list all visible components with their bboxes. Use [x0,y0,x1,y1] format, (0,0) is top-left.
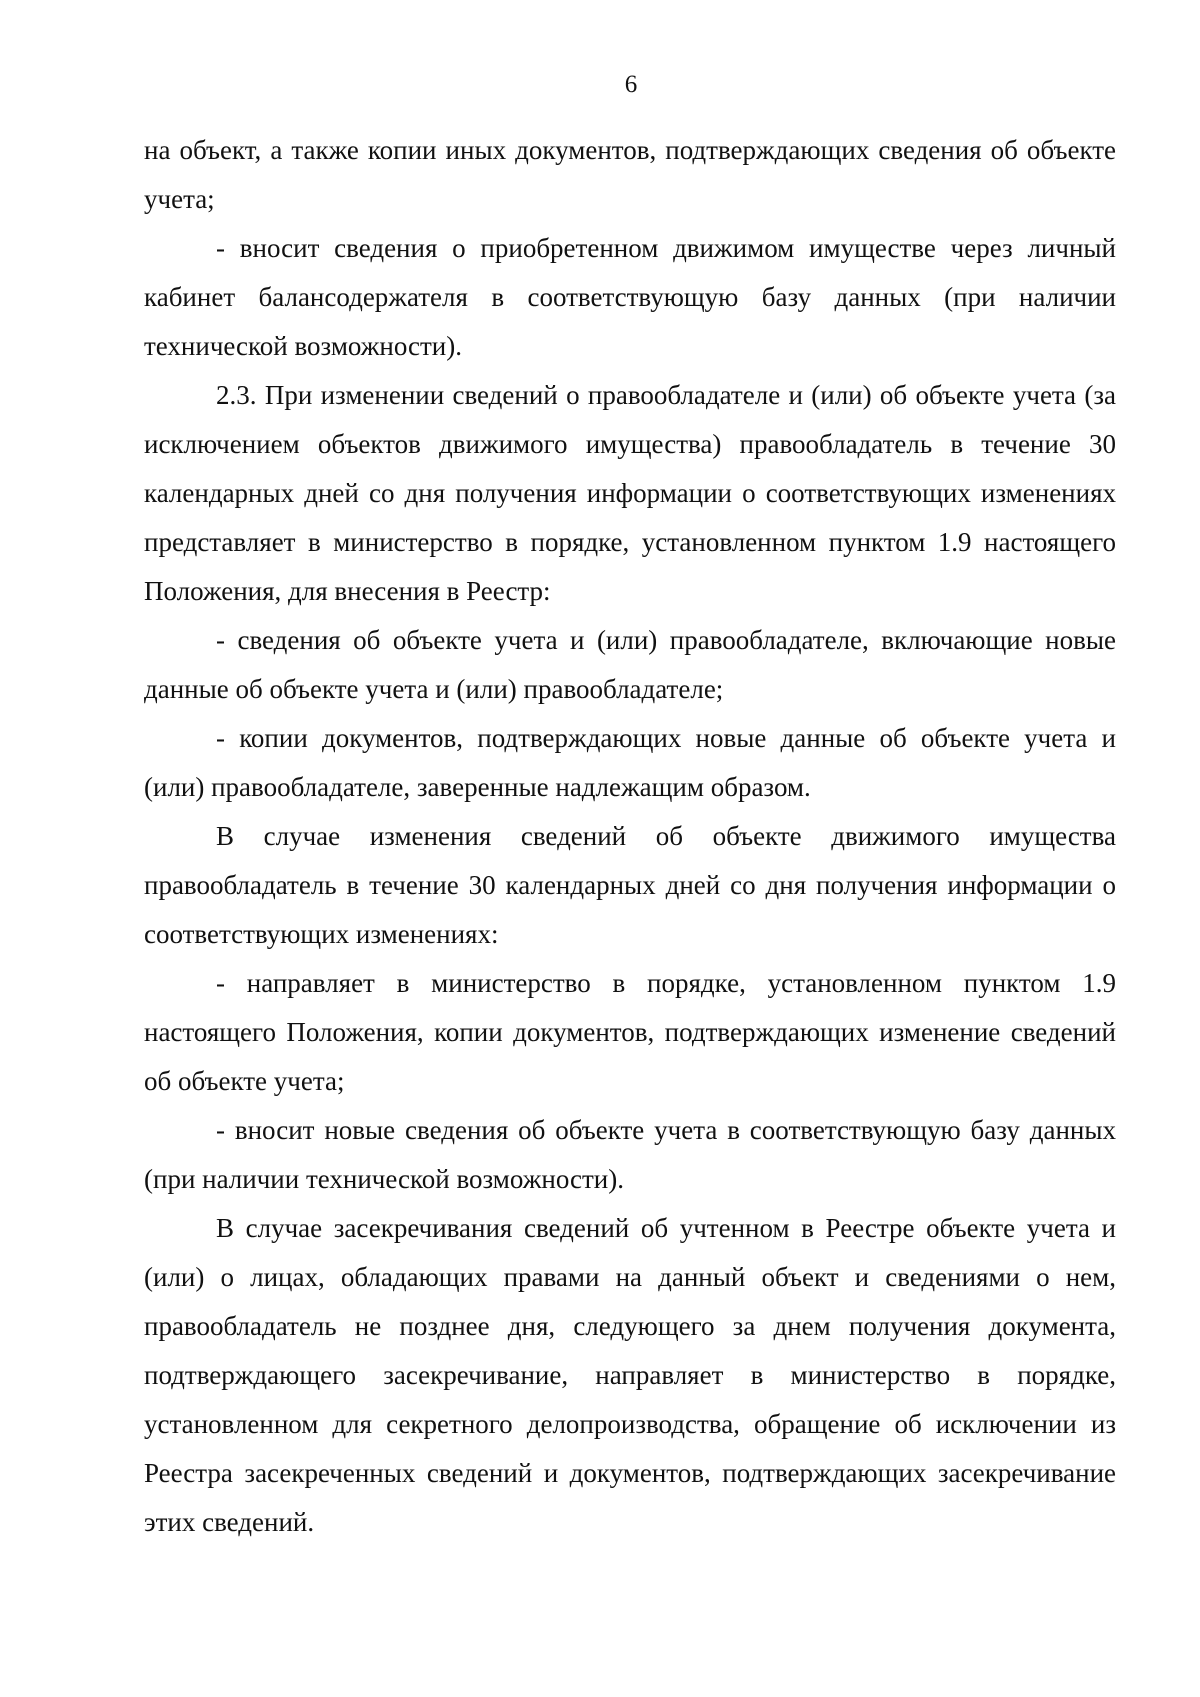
paragraph-section-2-3: 2.3. При изменении сведений о правообладателе и (или) об объекте учета (за исключением объектов движимого имущества) правообладатель в течение 30 календарных дней со дня получения информации о соответствующих изменениях представляет в министерство в порядке, установленном пунктом 1.9 настоящего Положения, для внесения в Реестр: [144,380,1116,606]
page-number: 6 [624,71,638,98]
paragraph-list-item: - направляет в министерство в порядке, установленном пунктом 1.9 настоящего Положения, копии документов, подтверждающих изменение сведений об объекте учета; [144,968,1116,1096]
paragraph-list-item: - копии документов, подтверждающих новые данные об объекте учета и (или) правообладателе, заверенные надлежащим образом. [144,723,1116,802]
paragraph-list-item: - вносит сведения о приобретенном движимом имуществе через личный кабинет балансодержателя в соответствующую базу данных (при наличии технической возможности). [144,233,1116,361]
document-body [144,126,1116,1547]
paragraph-movable-property: В случае изменения сведений об объекте движимого имущества правообладатель в течение 30 календарных дней со дня получения информации о соответствующих изменениях: [144,821,1116,949]
paragraph-continuation: на объект, а также копии иных документов, подтверждающих сведения об объекте учета; [144,135,1116,214]
paragraph-list-item: - вносит новые сведения об объекте учета в соответствующую базу данных (при наличии технической возможности). [144,1115,1116,1194]
paragraph-classified-info: В случае засекречивания сведений об учтенном в Реестре объекте учета и (или) о лицах, обладающих правами на данный объект и сведениями о нем, правообладатель не позднее дня, следующего за днем получения документа, подтверждающего засекречивание, направляет в министерство в порядке, установленном для секретного делопроизводства, обращение об исключении из Реестра засекреченных сведений и документов, подтверждающих засекречивание этих сведений. [144,1213,1116,1537]
paragraph-list-item: - сведения об объекте учета и (или) правообладателе, включающие новые данные об объекте учета и (или) правообладателе; [144,625,1116,704]
